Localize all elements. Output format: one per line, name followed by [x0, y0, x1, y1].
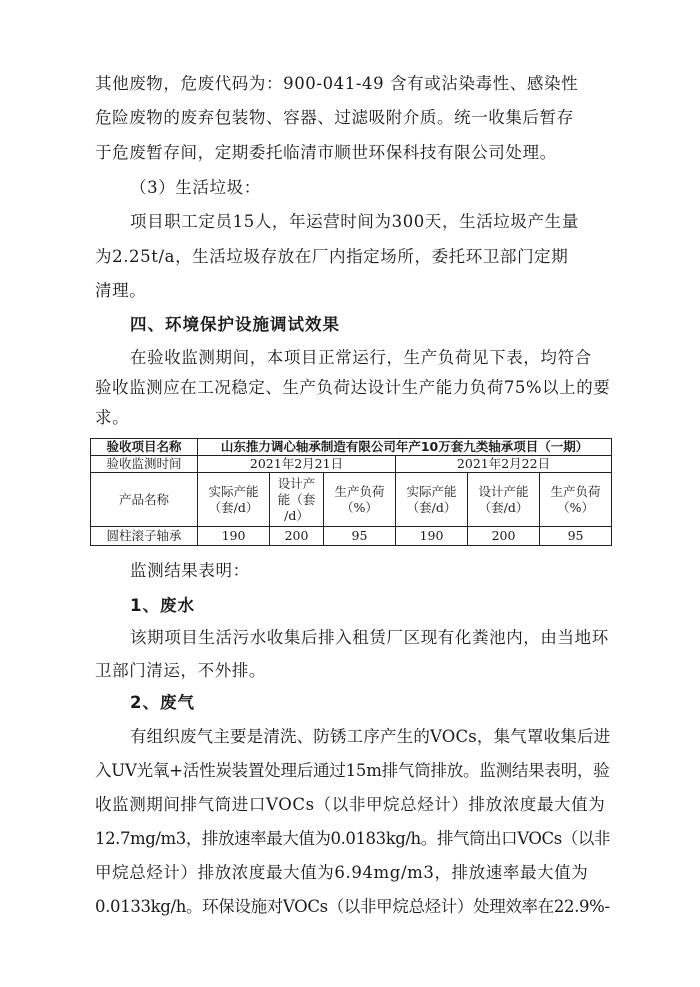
paragraph-garbage-line-2: 为2.25t/a，生活垃圾存放在厂内指定场所，委托环卫部门定期	[95, 247, 569, 266]
table-cell-date-1: 2021年2月21日	[198, 456, 396, 473]
paragraph-gas-line-4: 12.7mg/m3，排放速率最大值为0.0183kg/h。排气筒出口VOCs（以非	[95, 829, 610, 848]
table-cell-actual-2: 190	[396, 527, 468, 546]
paragraph-gas-line-6: 0.0133kg/h。环保设施对VOCs（以非甲烷总烃计）处理效率在22.9%-	[95, 897, 610, 916]
production-load-table	[90, 438, 612, 546]
paragraph-gas-line-3: 收监测期间排气筒进口VOCs（以非甲烷总烃计）排放浓度最大值为	[95, 795, 606, 814]
table-cell-project-title: 山东推力调心轴承制造有限公司年产10万套九类轴承项目（一期）	[198, 439, 612, 456]
paragraph-hazardous-waste-line-1: 其他废物，危废代码为：900-041-49 含有或沾染毒性、感染性	[95, 74, 579, 93]
table-header-load-1: 生产负荷 （%）	[324, 473, 396, 527]
table-cell-project-label: 验收项目名称	[91, 439, 198, 456]
paragraph-wastewater-line-1: 该期项目生活污水收集后排入租赁厂区现有化粪池内，由当地环	[130, 628, 609, 647]
paragraph-gas-line-5: 甲烷总烃计）排放浓度最大值为6.94mg/m3，排放速率最大值为	[95, 863, 589, 882]
table-cell-design-1: 200	[270, 527, 324, 546]
table-header-actual-2: 实际产能 （套/d）	[396, 473, 468, 527]
paragraph-gas-line-1: 有组织废气主要是清洗、防锈工序产生的VOCs，集气罩收集后进	[130, 727, 611, 746]
table-cell-load-2: 95	[540, 527, 612, 546]
subheading-domestic-garbage: （3）生活垃圾：	[130, 178, 261, 197]
paragraph-wastewater-line-2: 卫部门清运，不外排。	[95, 661, 266, 680]
table-header-load-2: 生产负荷 （%）	[540, 473, 612, 527]
paragraph-hazardous-waste-line-3: 于危废暂存间，定期委托临清市顺世环保科技有限公司处理。	[95, 143, 557, 162]
table-header-design-1: 设计产 能（套 /d）	[270, 473, 324, 527]
table-row	[91, 527, 612, 546]
paragraph-hazardous-waste-line-2: 危险废物的废弃包装物、容器、过滤吸附介质。统一收集后暂存	[95, 108, 574, 127]
paragraph-gas-line-2: 入UV光氧+活性炭装置处理后通过15m排气筒排放。监测结果表明，验	[95, 761, 610, 780]
table-cell-product: 圆柱滚子轴承	[91, 527, 198, 546]
table-row	[91, 456, 612, 473]
heading-wastewater: 1、废水	[130, 596, 195, 615]
section-heading-4: 四、环境保护设施调试效果	[130, 315, 340, 334]
table-row	[91, 439, 612, 456]
heading-waste-gas: 2、废气	[130, 693, 195, 712]
table-cell-time-label: 验收监测时间	[91, 456, 198, 473]
paragraph-load-line-1: 在验收监测期间，本项目正常运行，生产负荷见下表，均符合	[130, 348, 592, 367]
table-cell-design-2: 200	[468, 527, 540, 546]
table-row	[91, 473, 612, 527]
paragraph-load-line-2: 验收监测应在工况稳定、生产负荷达设计生产能力负荷75%以上的要	[95, 378, 611, 397]
table-header-product: 产品名称	[91, 473, 198, 527]
paragraph-results-intro: 监测结果表明：	[130, 561, 250, 580]
table-cell-actual-1: 190	[198, 527, 270, 546]
paragraph-load-line-3: 求。	[95, 408, 130, 427]
table-cell-date-2: 2021年2月22日	[396, 456, 612, 473]
paragraph-garbage-line-1: 项目职工定员15人，年运营时间为300天，生活垃圾产生量	[130, 212, 579, 231]
table-header-design-2: 设计产能 （套/d）	[468, 473, 540, 527]
table-header-actual-1: 实际产能 （套/d）	[198, 473, 270, 527]
table-cell-load-1: 95	[324, 527, 396, 546]
paragraph-garbage-line-3: 清理。	[95, 281, 147, 300]
